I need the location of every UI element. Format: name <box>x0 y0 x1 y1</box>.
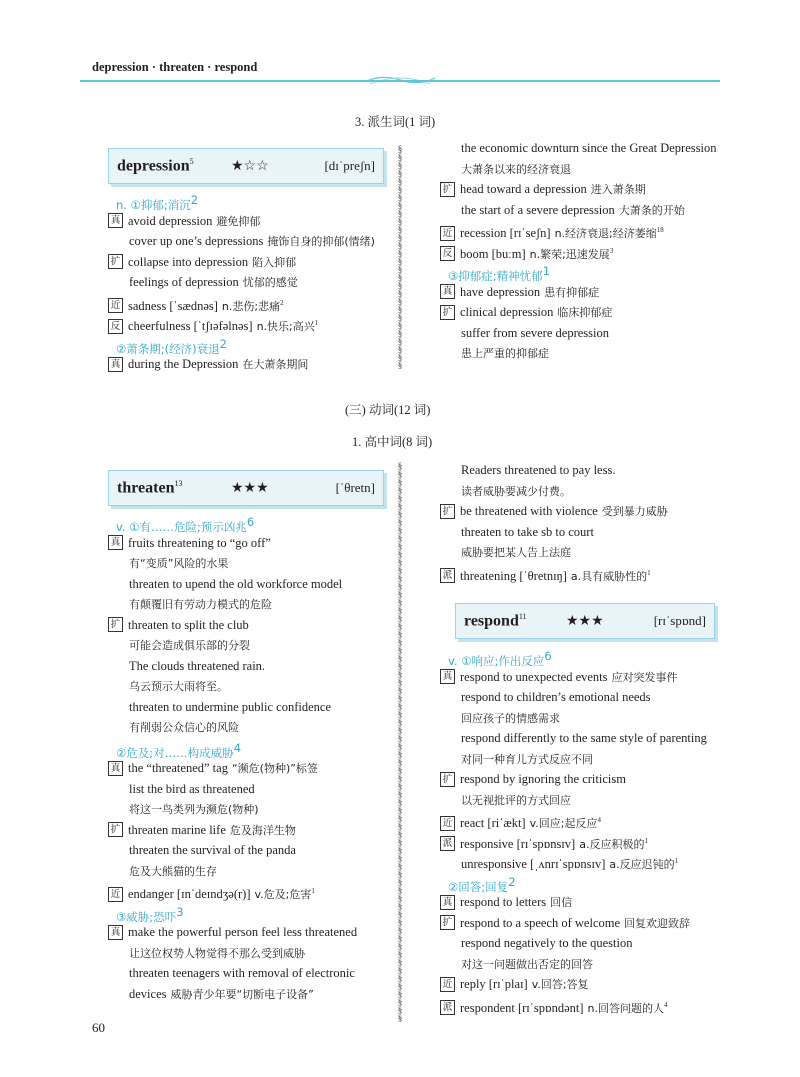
entry-english: respond to children’s emotional needs <box>461 690 651 704</box>
entry-line <box>440 933 740 954</box>
entry-english: head toward a depression <box>460 182 587 196</box>
entry-english: cheerfulness [ˈtʃɪəfəlnəs] <box>128 319 253 334</box>
entry-line <box>440 542 740 563</box>
entry-tag: 派 <box>440 1000 455 1015</box>
entry-line <box>108 594 384 615</box>
entry-chinese: v.回答;答复 <box>531 978 589 991</box>
entry-english: make the powerful person feel less threatened <box>128 925 358 939</box>
entry-english: avoid depression <box>128 213 213 228</box>
entry-english: threaten to undermine public confidence <box>129 699 332 714</box>
entry-line <box>108 820 384 841</box>
entry-line <box>440 501 740 522</box>
entry-english: the “threatened” tag <box>128 761 228 775</box>
entry-chinese: n.经济衰退;经济萎缩 <box>554 227 657 241</box>
entry-english: threaten marine life <box>128 822 226 837</box>
entry-english: be threatened with violence <box>460 504 598 518</box>
entry-tag: 扩 <box>108 617 123 632</box>
entry-line <box>440 749 740 770</box>
sense-heading: v. ①响应;作出反应$^6$ <box>448 649 552 669</box>
entry-english: collapse into depression <box>128 254 249 269</box>
entry-line <box>440 282 740 303</box>
threaten-right-column <box>440 460 740 583</box>
entry-line <box>108 293 384 314</box>
entry-line <box>440 563 740 584</box>
page-number: 60 <box>92 1020 105 1035</box>
entry-chinese: 让这位权势人物觉得不那么受到威胁 <box>129 946 305 960</box>
entry-line <box>440 179 740 200</box>
entry-english: respond differently to the same style of parenting <box>461 731 707 745</box>
phonetic: [rɪˈspɒnd] <box>653 613 706 628</box>
respond-column <box>455 603 715 645</box>
entry-line <box>440 974 740 995</box>
entry-line <box>440 954 740 975</box>
entry-chinese: 对这一问题做出否定的回答 <box>461 957 593 971</box>
entry-chinese: n.悲伤;悲痛 <box>221 299 281 313</box>
entry-line <box>108 211 384 232</box>
frequency-count: 4 <box>597 816 601 824</box>
entry-english: respondent [rɪˈspɒndənt] <box>460 1000 584 1015</box>
entry-chinese: a.反应积极的 <box>579 837 645 851</box>
entry-chinese: 受到暴力威胁 <box>601 505 668 518</box>
sense-heading: v. ①有……危险;预示凶兆$^6$ <box>116 515 255 535</box>
entry-english: threaten to take sb to court <box>461 524 594 539</box>
entry-tag: 反 <box>440 246 455 261</box>
entry-english: The clouds threatened rain. <box>129 658 266 673</box>
entry-line <box>440 831 740 852</box>
depression-right-column <box>440 138 740 364</box>
entry-line <box>108 922 384 943</box>
frequency-count: 3 <box>609 246 614 255</box>
entry-tag: 近 <box>108 887 123 902</box>
depression-left-column <box>108 148 384 375</box>
entry-english: devices <box>129 986 167 1001</box>
entry-line <box>440 995 740 1016</box>
sense-heading: ②危及;对……构成威胁$^4$ <box>116 740 242 760</box>
entry-line <box>108 656 384 677</box>
entry-chinese: a.具有威胁性的 <box>570 569 648 583</box>
headword: threaten$^{13}$ <box>117 478 183 497</box>
entry-tag: 扩 <box>108 254 123 269</box>
entry-tag: 派 <box>440 568 455 583</box>
entry-english: the economic downturn since the Great Depression <box>461 141 717 155</box>
entry-line <box>440 220 740 241</box>
entry-chinese: 回信 <box>550 896 573 909</box>
entry-chinese: 可能会造成俱乐部的分裂 <box>129 639 250 652</box>
entry-line <box>440 769 740 790</box>
entry-tag: 真 <box>440 284 455 299</box>
phonetic: [ˈθretn] <box>335 480 375 495</box>
entry-chinese: 以无视批评的方式回应 <box>461 793 571 807</box>
headword-box-depression <box>108 148 384 184</box>
entry-line <box>108 574 384 595</box>
entry-line <box>440 241 740 262</box>
entry-english: threaten to split the club <box>128 617 249 632</box>
entry-chinese: 应对突发事件 <box>611 670 678 684</box>
entry-line <box>108 758 384 779</box>
entry-chinese: a.反应迟钝的 <box>609 858 675 872</box>
entry-line <box>440 728 740 749</box>
entry-chinese: 陷入抑郁 <box>252 255 297 269</box>
section-derived: 3. 派生词(1 词) <box>355 115 436 129</box>
entry-english: cover up one’s depressions <box>129 234 264 248</box>
entry-english: reply [rɪˈplaɪ] <box>460 977 528 991</box>
entry-line <box>440 810 740 831</box>
entry-chinese: v.危及;危害 <box>254 888 312 902</box>
frequency-stars: ★★★ <box>231 480 269 496</box>
entry-line <box>108 963 384 984</box>
sense-heading: ②萧条期;(经济)衰退$^2$ <box>116 336 227 356</box>
entry-english: threaten to upend the old workforce model <box>129 576 343 591</box>
entry-english: feelings of depression <box>129 275 239 289</box>
entry-english: threatening [ˈθretnɪŋ] <box>460 568 567 583</box>
entry-tag: 真 <box>108 357 123 372</box>
headword-box-respond <box>455 603 715 639</box>
entry-chinese: 在大萧条期间 <box>242 358 309 371</box>
frequency-stars: ★☆☆ <box>231 158 269 174</box>
entry-english: endanger [ɪnˈdeɪndʒə(r)] <box>128 887 251 902</box>
entry-line <box>108 676 384 697</box>
entry-chinese: 威胁青少年要“切断电子设备” <box>170 987 314 1001</box>
entry-chinese: 掩饰自身的抑郁(情绪) <box>267 235 375 248</box>
entry-english: respond to a speech of welcome <box>460 915 621 930</box>
entry-chinese: 临床抑郁症 <box>557 306 613 319</box>
entry-tag: 真 <box>108 213 123 228</box>
entry-tag: 扩 <box>108 822 123 837</box>
entry-tag: 真 <box>108 925 123 940</box>
entry-tag: 反 <box>108 319 123 334</box>
entry-english: respond negatively to the question <box>461 936 633 950</box>
entry-line <box>440 481 740 502</box>
frequency-count: 1 <box>647 568 651 577</box>
entry-line <box>440 522 740 543</box>
entry-chinese: 大萧条以来的经济衰退 <box>461 162 571 176</box>
header-rule <box>80 80 720 82</box>
sense-heading: ③威胁;恐吓$^3$ <box>116 904 184 924</box>
entry-line <box>108 717 384 738</box>
entry-chinese: n.快乐;高兴 <box>256 320 315 334</box>
entry-chinese: 危及海洋生物 <box>229 823 296 837</box>
entry-english: the start of a severe depression <box>461 202 615 217</box>
column-divider: § § § § § § § § § § § § § § § § § § § § § § § § § § § § § § § § § § § § § § § § § § § § § § § § § § § § § § § § § § § § § § § § § § § § § § <box>397 461 403 1023</box>
entry-tag: 近 <box>108 298 123 313</box>
entry-tag: 扩 <box>440 772 455 787</box>
entry-chinese: v.回应;起反应 <box>529 817 598 831</box>
entry-chinese: n.繁荣;迅速发展 <box>529 247 610 261</box>
entry-line <box>440 790 740 811</box>
entry-line <box>440 302 740 323</box>
frequency-count: 18 <box>656 226 664 234</box>
entry-tag: 近 <box>440 977 455 992</box>
entry-line <box>440 892 740 913</box>
entry-line <box>108 231 384 252</box>
entry-chinese: n.回答问题的人 <box>587 1001 664 1015</box>
column-divider: § § § § § § § § § § § § § § § § § § § § § § § § § § § § <box>397 144 403 370</box>
entry-english: threaten the survival of the panda <box>129 843 296 857</box>
entry-chinese: 忧郁的感觉 <box>242 276 298 289</box>
entry-english: unresponsive [ˌʌnrɪˈspɒnsɪv] <box>461 857 606 872</box>
entry-line <box>440 851 740 872</box>
entry-line <box>440 323 740 344</box>
frequency-count: 2 <box>280 298 284 307</box>
entry-line <box>108 840 384 861</box>
entry-line <box>440 460 740 481</box>
entry-tag: 真 <box>440 669 455 684</box>
entry-english: responsive [rɪˈspɒnsɪv] <box>460 836 576 851</box>
entry-english: react [riˈækt] <box>460 816 526 831</box>
threaten-left-column <box>108 470 384 1004</box>
frequency-count: 1 <box>644 836 648 845</box>
entry-english: recession [rɪˈseʃn] <box>460 226 551 241</box>
entry-english: fruits threatening to “go off” <box>128 535 271 550</box>
entry-chinese: 威胁要把某人告上法庭 <box>461 546 571 559</box>
entry-line <box>108 984 384 1005</box>
entry-english: threaten teenagers with removal of electronic <box>129 966 355 980</box>
entry-english: suffer from severe depression <box>461 325 609 340</box>
entry-line <box>108 615 384 636</box>
headword: depression$^5$ <box>117 156 194 175</box>
frequency-count: 1 <box>311 887 315 895</box>
entry-line <box>108 354 384 375</box>
entry-english: respond to letters <box>460 895 547 909</box>
entry-chinese: 进入萧条期 <box>590 183 646 196</box>
entry-line <box>440 200 740 221</box>
entry-chinese: 对同一种育儿方式反应不同 <box>461 752 593 766</box>
entry-line <box>108 779 384 800</box>
entry-tag: 扩 <box>440 305 455 320</box>
entry-line <box>440 913 740 934</box>
entry-english: have depression <box>460 284 541 299</box>
entry-line <box>108 272 384 293</box>
frequency-count: 4 <box>664 1000 668 1009</box>
phonetic: [dɪˈpreʃn] <box>324 158 375 173</box>
entry-line <box>440 159 740 180</box>
frequency-count: 1 <box>674 857 679 865</box>
entry-english: during the Depression <box>128 357 239 371</box>
entry-chinese: 乌云预示大雨将至。 <box>129 680 228 693</box>
entry-tag: 扩 <box>440 504 455 519</box>
entry-tag: 真 <box>440 895 455 910</box>
entry-english: sadness [ˈsædnəs] <box>128 298 218 313</box>
entry-tag: 近 <box>440 226 455 241</box>
entry-line <box>108 252 384 273</box>
entry-tag: 扩 <box>440 915 455 930</box>
entry-english: Readers threatened to pay less. <box>461 463 616 477</box>
entry-tag: 扩 <box>440 182 455 197</box>
entry-chinese: 大萧条的开始 <box>618 203 685 217</box>
entry-line <box>108 635 384 656</box>
entry-english: list the bird as threatened <box>129 781 255 796</box>
entry-chinese: 避免抑郁 <box>216 214 261 228</box>
entry-line <box>440 667 740 688</box>
entry-line <box>440 687 740 708</box>
entry-line <box>108 553 384 574</box>
headword: respond$^{11}$ <box>464 611 527 630</box>
respond-entries <box>440 646 740 1015</box>
entry-chinese: 有颠覆旧有劳动力模式的危险 <box>129 598 272 611</box>
entry-chinese: 患上严重的抑郁症 <box>461 347 549 360</box>
entry-line <box>108 881 384 902</box>
sense-heading: ②回答;回复$^2$ <box>448 874 516 894</box>
entry-chinese: 患有抑郁症 <box>544 285 600 299</box>
sense-heading: n. ①抑郁;消沉$^2$ <box>116 193 199 213</box>
entry-english: boom [buːm] <box>460 246 526 261</box>
entry-line <box>108 943 384 964</box>
entry-chinese: 回复欢迎致辞 <box>624 916 691 930</box>
entry-english: respond to unexpected events <box>460 669 608 684</box>
entry-line <box>108 533 384 554</box>
entry-tag: 真 <box>108 761 123 776</box>
entry-chinese: “濒危(物种)”标签 <box>231 762 318 775</box>
entry-line <box>440 138 740 159</box>
entry-line <box>108 861 384 882</box>
entry-line <box>108 313 384 334</box>
frequency-stars: ★★★ <box>566 613 604 629</box>
entry-line <box>108 799 384 820</box>
entry-line <box>440 708 740 729</box>
entry-line <box>108 697 384 718</box>
entry-chinese: 读者威胁要减少付费。 <box>461 484 571 498</box>
running-header: depression · threaten · respond <box>92 60 258 74</box>
entry-english: clinical depression <box>460 305 554 319</box>
entry-chinese: 回应孩子的情感需求 <box>461 711 560 725</box>
entry-tag: 派 <box>440 836 455 851</box>
sense-heading: ③抑郁症;精神忧郁$^1$ <box>448 264 551 284</box>
entry-chinese: 有“变质”风险的水果 <box>129 557 229 570</box>
headword-box-threaten <box>108 470 384 506</box>
entry-tag: 近 <box>440 816 455 831</box>
frequency-count: 1 <box>314 319 319 327</box>
section-high-school: 1. 高中词(8 词) <box>352 435 433 449</box>
entry-line <box>440 343 740 364</box>
entry-chinese: 危及大熊猫的生存 <box>129 864 217 878</box>
entry-chinese: 将这一鸟类列为濒危(物种) <box>129 803 259 816</box>
entry-tag: 真 <box>108 535 123 550</box>
entry-chinese: 有削弱公众信心的风险 <box>129 721 239 734</box>
section-verbs: (三) 动词(12 词) <box>345 403 431 417</box>
entry-english: respond by ignoring the criticism <box>460 772 626 786</box>
